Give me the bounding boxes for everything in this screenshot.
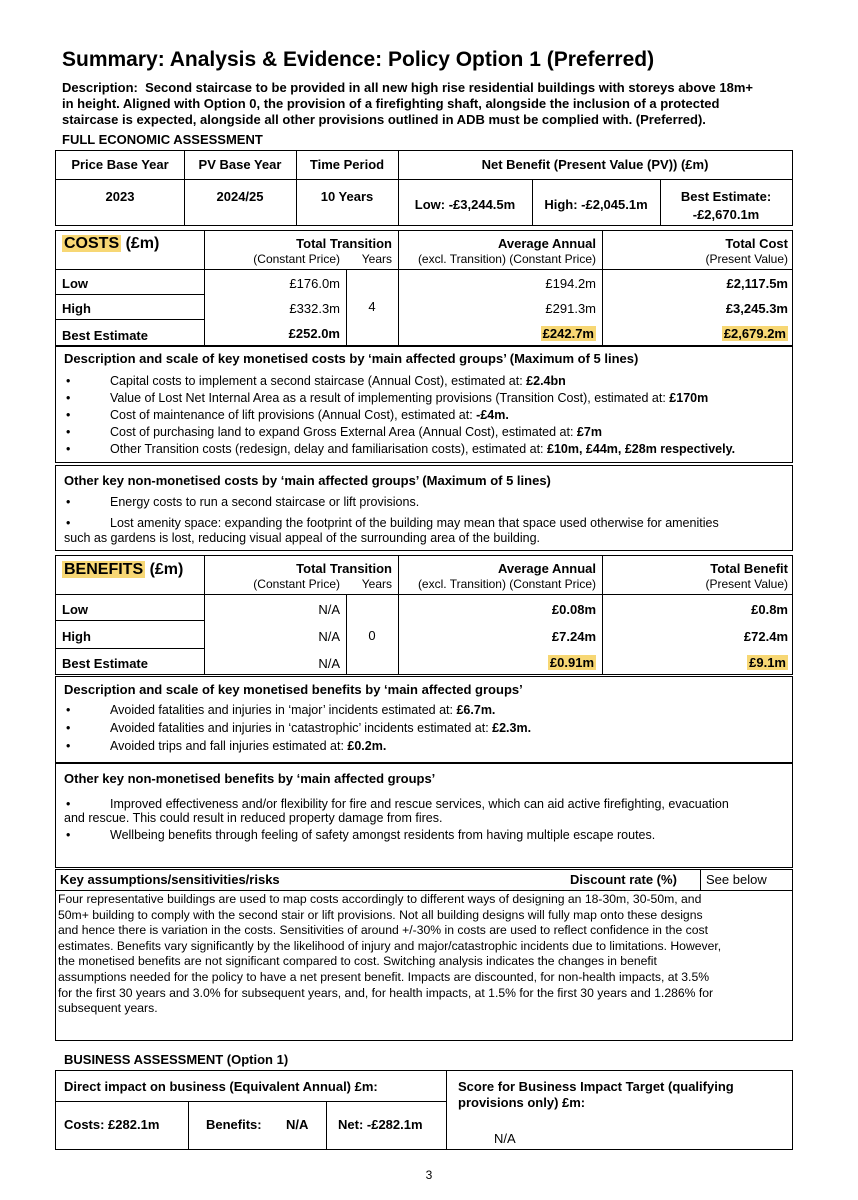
list-item-text: Other Transition costs (redesign, delay and familiarisation costs), estimated at: xyxy=(110,442,547,456)
costs-row-annual: £194.2m xyxy=(545,276,596,291)
net-benefit-best-label: Best Estimate: xyxy=(680,189,772,204)
costs-monetised-box: Description and scale of key monetised costs by ‘main affected groups’ (Maximum of 5 lines) • Capital costs to implement a second staircase (Annual Cost), estimated at: £2.4bn • Value of Lost Net Internal Area as a result of implementing provisions (Transition Cost), estimated at: £170m • Cost of maintenance of lift provisions (Annual Cost), estimated at: -£4m. • Cost of purchasing land to expand Gross External Area (Annual Cost), estimated at: £7m • Other Transition costs (redesign, delay and familiarisation costs), estimated at: £10m, £44m, £28m respectively. xyxy=(55,345,793,463)
business-table xyxy=(55,1070,793,1150)
assumptions-line: and hence there is variation in the costs. Sensitivities of around +/-30% in costs are used to reflect confidence in the cost xyxy=(58,923,709,938)
benefits-non-monetised-heading: Other key non-monetised benefits by ‘main affected groups’ xyxy=(64,771,436,786)
list-item-value: £2.3m. xyxy=(492,721,532,735)
benefits-best-annual-highlight: £0.91m xyxy=(549,655,594,670)
benefits-monetised-box: Description and scale of key monetised benefits by ‘main affected groups’ • Avoided fatalities and injuries in ‘major’ incidents estimated at: £6.7m. • Avoided fatalities and injuries in ‘catastrophic’ incidents estimated at: £2.3m. • Avoided trips and fall injuries estimated at: £0.2m. xyxy=(55,676,793,763)
costs-title-label: COSTS xyxy=(64,235,120,252)
costs-row-total xyxy=(602,326,788,341)
assumptions-line: subsequent years. xyxy=(58,1001,158,1016)
full-economic-assessment-heading: FULL ECONOMIC ASSESSMENT xyxy=(62,132,263,147)
costs-table xyxy=(55,230,793,347)
header-pv-base-year: PV Base Year xyxy=(198,157,282,172)
costs-annual-head: Average Annual xyxy=(497,236,596,251)
benefits-title xyxy=(62,561,183,579)
list-item-text: Cost of purchasing land to expand Gross External Area (Annual Cost), estimated at: xyxy=(110,425,577,439)
list-item-value: £2.4bn xyxy=(526,374,566,388)
costs-row-label: Low xyxy=(62,276,88,291)
benefits-row-transition: N/A xyxy=(318,629,340,644)
time-period-value: 10 Years xyxy=(320,189,374,204)
price-base-year-value: 2023 xyxy=(105,189,135,204)
list-item-value: £10m, £44m, £28m respectively. xyxy=(547,442,736,456)
description xyxy=(62,80,753,128)
header-price-base-year: Price Base Year xyxy=(71,157,169,172)
benefits-row-total: £72.4m xyxy=(743,629,788,644)
costs-row-transition: £332.3m xyxy=(289,301,340,316)
list-item-value: £7m xyxy=(576,425,602,439)
business-benefits-label: Benefits: xyxy=(206,1117,262,1132)
costs-row-total: £2,117.5m xyxy=(726,276,788,291)
costs-years-value: 4 xyxy=(368,299,376,314)
business-impact-score-value: N/A xyxy=(494,1131,516,1146)
costs-row-annual xyxy=(398,326,596,341)
list-item-text: Improved effectiveness and/or flexibility for fire and rescue services, which can aid active firefighting, evacuation xyxy=(110,797,729,811)
costs-transition-head: Total Transition xyxy=(296,236,392,251)
list-item-text: Capital costs to implement a second staircase (Annual Cost), estimated at: xyxy=(110,374,527,388)
business-costs: Costs: £282.1m xyxy=(64,1117,160,1132)
business-benefits-value: N/A xyxy=(286,1117,309,1132)
assumptions-body xyxy=(55,890,793,1041)
list-item-continuation: such as gardens is lost, reducing visual appeal of the surrounding area of the building. xyxy=(64,531,540,545)
description-line: Second staircase to be provided in all new high rise residential buildings with storeys above 18m+ xyxy=(145,80,753,95)
costs-row-total: £3,245.3m xyxy=(725,301,788,316)
list-item-text: Avoided trips and fall injuries estimated at: xyxy=(110,739,348,753)
economic-table xyxy=(55,150,793,226)
benefits-total-sub: (Present Value) xyxy=(705,577,788,591)
benefits-row-transition: N/A xyxy=(318,656,340,671)
assumptions-header xyxy=(55,869,793,891)
benefits-row-annual xyxy=(398,655,596,670)
business-impact-score-label-2: provisions only) £m: xyxy=(458,1095,586,1110)
costs-title xyxy=(62,235,159,253)
costs-row-label: Best Estimate xyxy=(62,328,148,343)
header-net-benefit: Net Benefit (Present Value (PV)) (£m) xyxy=(481,157,709,172)
benefits-years-head: Years xyxy=(361,577,392,591)
assumptions-line: assumptions needed for the policy to have a net present benefit. Impacts are discounted, for non-health impacts, at 3.5% xyxy=(58,969,710,984)
list-item-value: £0.2m. xyxy=(347,739,387,753)
list-item-continuation: and rescue. This could result in reduced property damage from fires. xyxy=(64,811,443,825)
pv-base-year-value: 2024/25 xyxy=(216,189,264,204)
costs-title-unit: (£m) xyxy=(121,235,160,252)
benefits-years-value: 0 xyxy=(368,628,376,643)
direct-impact-label: Direct impact on business (Equivalent Annual) £m: xyxy=(64,1079,378,1094)
benefits-row-label: High xyxy=(62,629,91,644)
net-benefit-best-value: -£2,670.1m xyxy=(692,207,760,222)
benefits-row-total xyxy=(602,655,788,670)
costs-row-annual: £291.3m xyxy=(545,301,596,316)
list-item-value: -£4m. xyxy=(476,408,509,422)
costs-row-transition: £252.0m xyxy=(288,326,340,341)
costs-best-annual-highlight: £242.7m xyxy=(542,326,594,341)
discount-rate-label: Discount rate (%) xyxy=(570,872,677,887)
list-item-text: Lost amenity space: expanding the footprint of the building may mean that space used otherwise for amenities xyxy=(110,516,719,530)
benefits-best-total-highlight: £9.1m xyxy=(749,655,786,670)
costs-monetised-heading: Description and scale of key monetised costs by ‘main affected groups’ (Maximum of 5 lines) xyxy=(64,351,639,366)
header-time-period: Time Period xyxy=(309,157,385,172)
discount-rate-value: See below xyxy=(706,872,767,887)
net-benefit-low: Low: -£3,244.5m xyxy=(414,197,516,212)
costs-annual-sub: (excl. Transition) (Constant Price) xyxy=(417,252,596,266)
benefits-row-label: Best Estimate xyxy=(62,656,148,671)
description-line: staircase is expected, alongside all other provisions outlined in ADB must be complied with. (Preferred). xyxy=(62,112,706,127)
costs-non-monetised-box: Other key non-monetised costs by ‘main affected groups’ (Maximum of 5 lines) • Energy costs to run a second staircase or lift provisions. • Lost amenity space: expanding the footprint of the building may mean that space used otherwise for amenities such as gardens is lost, reducing visual appeal of the surrounding area of the building. xyxy=(55,465,793,551)
costs-non-monetised-heading: Other key non-monetised costs by ‘main affected groups’ (Maximum of 5 lines) xyxy=(64,473,551,488)
list-item-text: Wellbeing benefits through feeling of safety amongst residents from having multiple escape routes. xyxy=(110,828,656,842)
benefits-row-annual: £0.08m xyxy=(551,602,596,617)
business-net: Net: -£282.1m xyxy=(338,1117,423,1132)
costs-row-label: High xyxy=(62,301,91,316)
benefits-annual-sub: (excl. Transition) (Constant Price) xyxy=(417,577,596,591)
benefits-non-monetised-box: Other key non-monetised benefits by ‘main affected groups’ • Improved effectiveness and/or flexibility for fire and rescue services, which can aid active firefighting, evacuation and rescue. This could result in reduced property damage from fires. • Wellbeing benefits through feeling of safety amongst residents from having multiple escape routes. xyxy=(55,763,793,868)
benefits-monetised-heading: Description and scale of key monetised benefits by ‘main affected groups’ xyxy=(64,682,523,697)
list-item-value: £170m xyxy=(669,391,709,405)
assumptions-heading: Key assumptions/sensitivities/risks xyxy=(60,872,280,887)
page-title: Summary: Analysis & Evidence: Policy Option 1 (Preferred) xyxy=(62,48,655,71)
costs-transition-sub: (Constant Price) xyxy=(253,252,340,266)
business-assessment-heading: BUSINESS ASSESSMENT (Option 1) xyxy=(64,1052,289,1067)
list-item-text: Cost of maintenance of lift provisions (Annual Cost), estimated at: xyxy=(110,408,477,422)
benefits-table xyxy=(55,555,793,675)
benefits-row-label: Low xyxy=(62,602,88,617)
assumptions-line: estimates. Benefits vary significantly by the likelihood of injury and major/catastrophic incidents due to limitations. However, xyxy=(58,938,722,953)
description-line: in height. Aligned with Option 0, the provision of a firefighting shaft, alongside the inclusion of a protected xyxy=(62,96,720,111)
costs-total-sub: (Present Value) xyxy=(705,252,788,266)
list-item-text: Energy costs to run a second staircase or lift provisions. xyxy=(110,495,420,509)
benefits-title-label: BENEFITS xyxy=(64,561,144,578)
list-item-text: Avoided fatalities and injuries in ‘catastrophic’ incidents estimated at: xyxy=(110,721,493,735)
list-item-text: Value of Lost Net Internal Area as a result of implementing provisions (Transition Cost), estimated at: xyxy=(110,391,670,405)
assumptions-line: 50m+ building to comply with the second stair or lift provisions. Not all building designs will fully map onto these designs xyxy=(58,907,703,922)
list-item-value: £6.7m. xyxy=(456,703,496,717)
benefits-total-head: Total Benefit xyxy=(710,561,788,576)
costs-years-head: Years xyxy=(361,252,392,266)
benefits-row-total: £0.8m xyxy=(751,602,788,617)
page-number: 3 xyxy=(425,1168,433,1182)
costs-row-transition: £176.0m xyxy=(289,276,340,291)
list-item-text: Avoided fatalities and injuries in ‘major’ incidents estimated at: xyxy=(110,703,457,717)
costs-total-head: Total Cost xyxy=(725,236,788,251)
benefits-annual-head: Average Annual xyxy=(497,561,596,576)
description-label: Description: xyxy=(62,80,138,95)
benefits-transition-sub: (Constant Price) xyxy=(253,577,340,591)
benefits-transition-head: Total Transition xyxy=(296,561,392,576)
net-benefit-high: High: -£2,045.1m xyxy=(544,197,648,212)
assumptions-line: the monetised benefits are not significant compared to cost. Switching analysis indicates the changes in benefit xyxy=(58,954,657,969)
assumptions-line: Four representative buildings are used to map costs accordingly to different ways of designing an 18-30m, 30-50m, and xyxy=(58,892,702,906)
benefits-title-unit: (£m) xyxy=(145,561,184,578)
benefits-row-transition: N/A xyxy=(318,602,340,617)
benefits-row-annual: £7.24m xyxy=(551,629,596,644)
assumptions-line: for the first 30 years and 3.0% for subsequent years, and, for health impacts, at 1.5% for the first 30 years and 1.286% for xyxy=(58,985,714,1000)
costs-best-total-highlight: £2,679.2m xyxy=(723,326,786,341)
business-impact-score-label: Score for Business Impact Target (qualifying xyxy=(458,1079,734,1094)
